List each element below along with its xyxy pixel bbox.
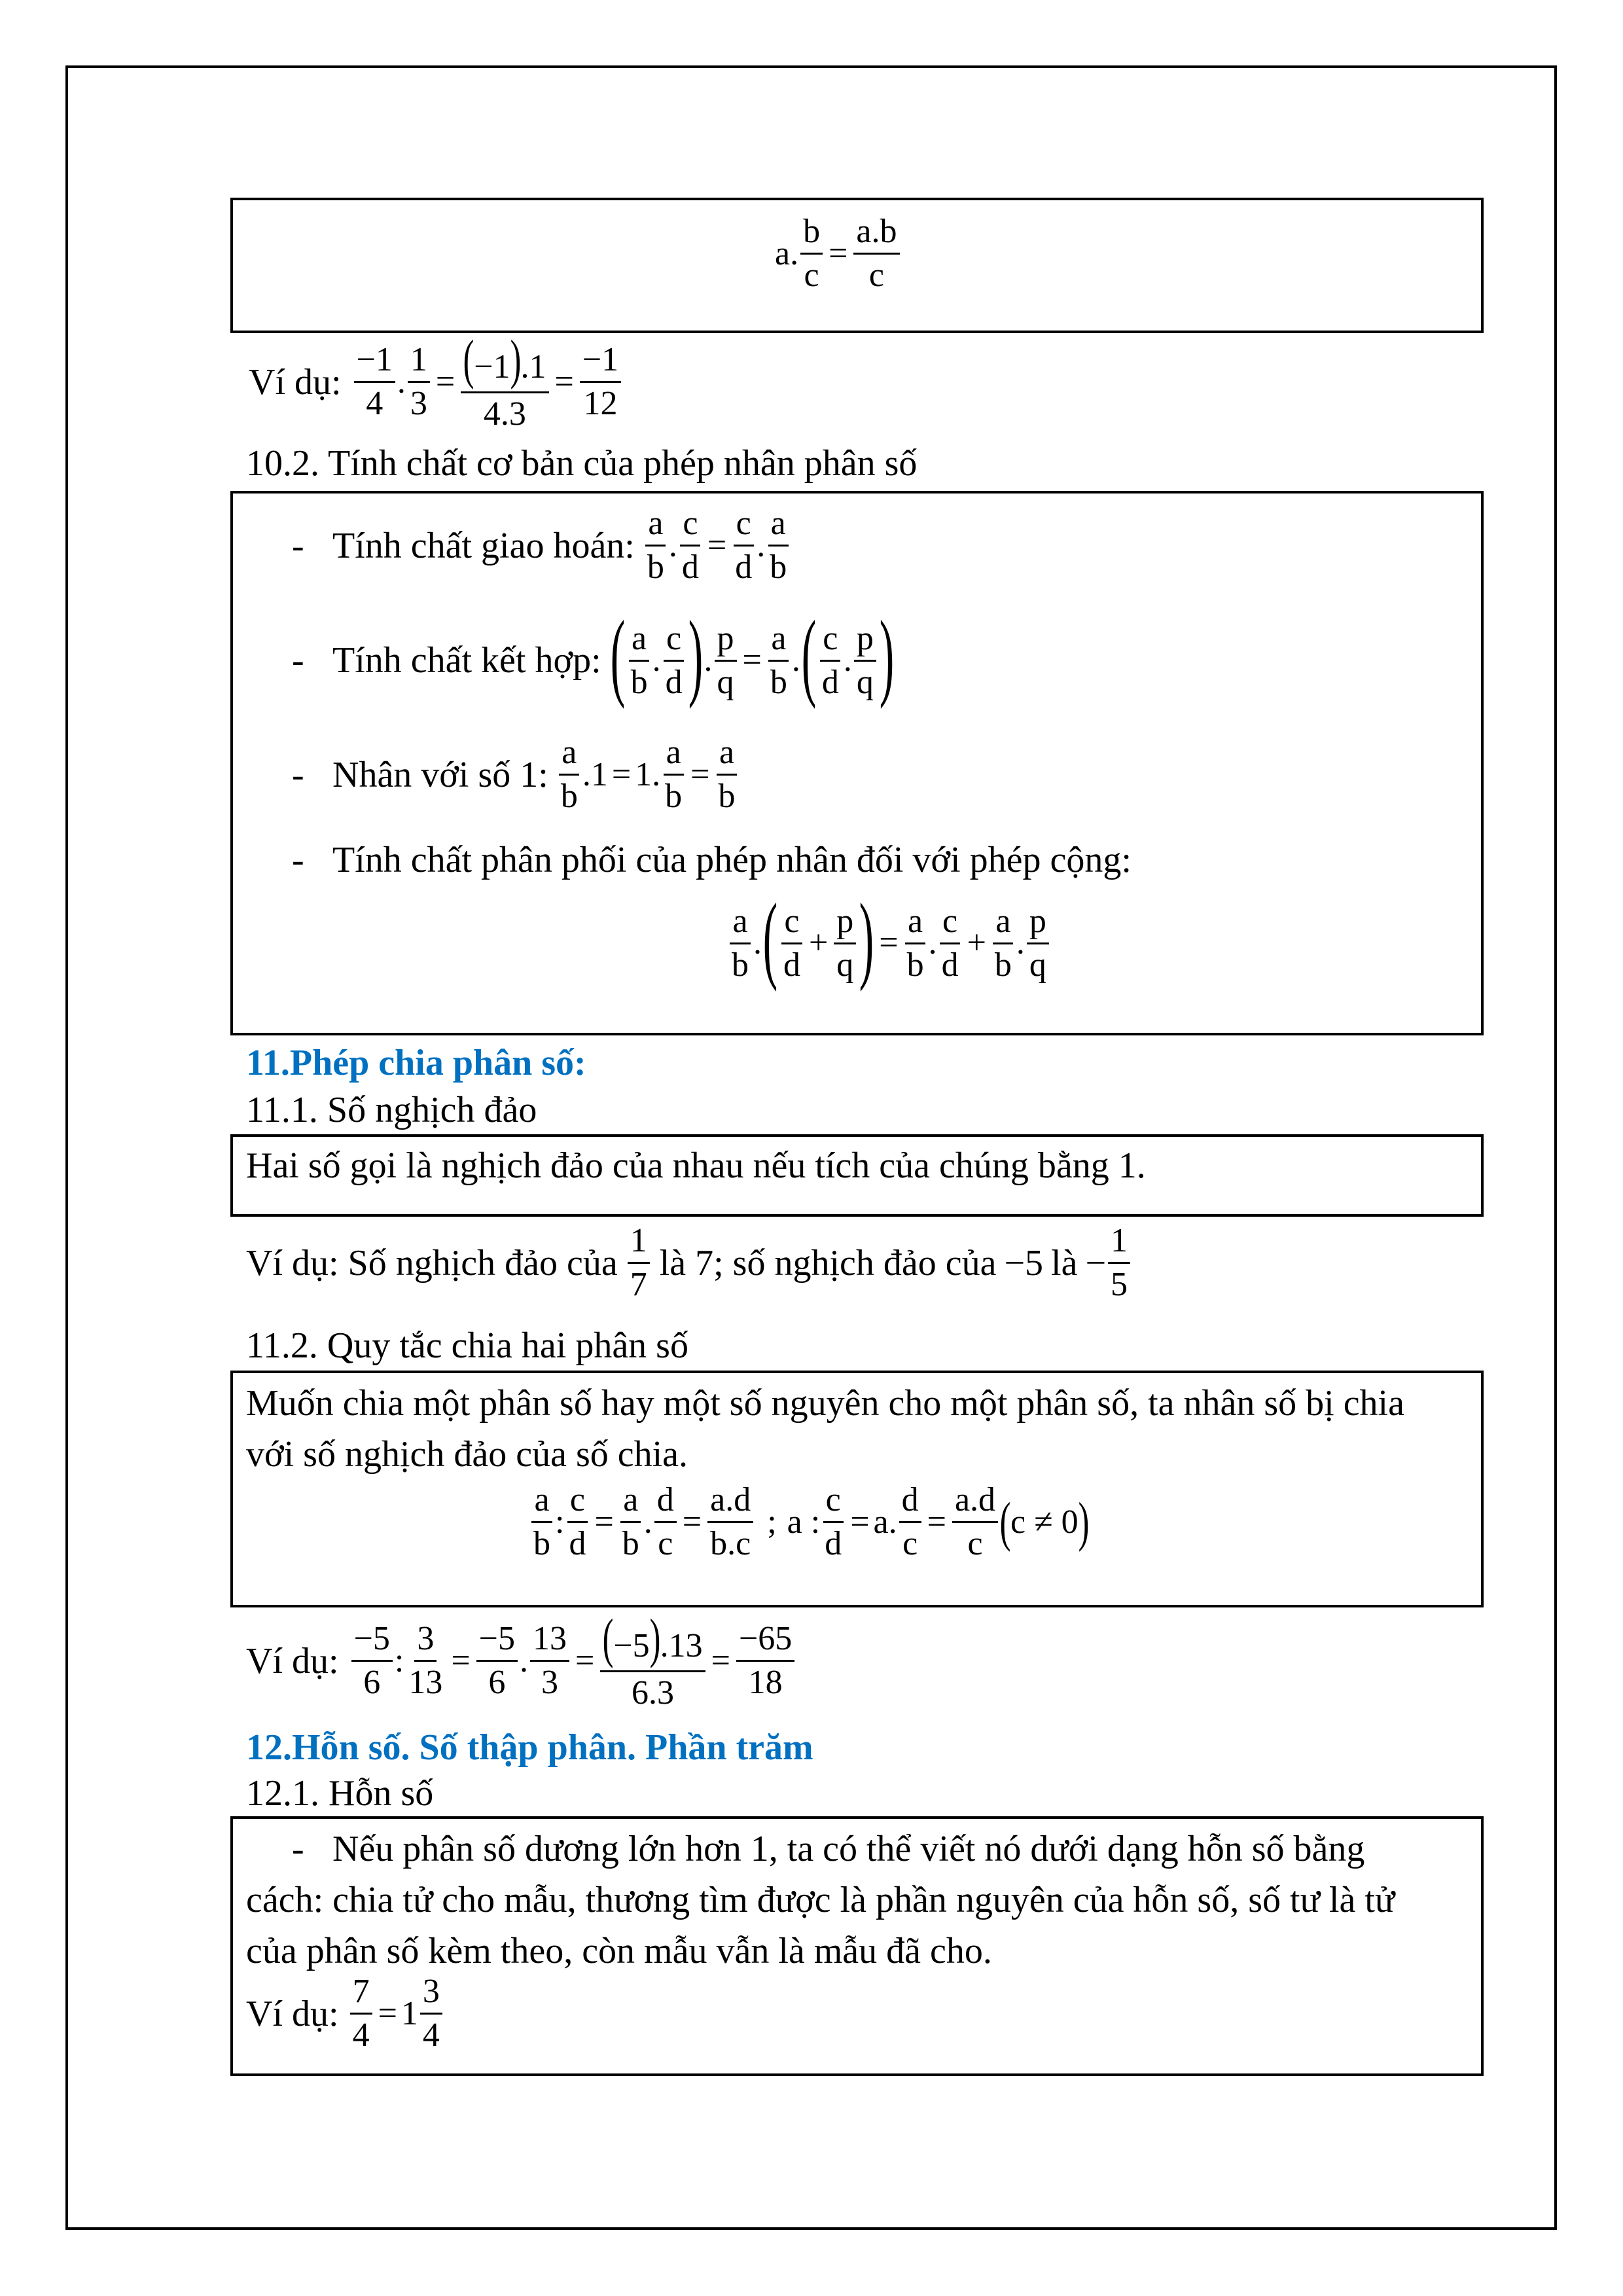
fraction: $\frac{d}{c}$ xyxy=(654,1483,677,1561)
property-label: Tính chất giao hoán: xyxy=(332,525,635,566)
fraction: $\frac{c}{d}$ xyxy=(819,622,842,700)
fraction: $\frac{1}{3}$ xyxy=(408,343,430,421)
reciprocal-definition-box xyxy=(230,1134,1484,1217)
fraction: $\frac{a.d}{b.c}$ xyxy=(707,1483,753,1561)
equals-sign: = xyxy=(575,1641,595,1679)
fraction: $\frac{a}{b}$ xyxy=(620,1483,642,1561)
plus-sign: + xyxy=(967,924,986,961)
paren-open: ( xyxy=(801,601,817,709)
fraction: $\frac{c}{d}$ xyxy=(822,1483,844,1561)
mixed-number-line-3: của phân số kèm theo, còn mẫu vẫn là mẫu đã cho. xyxy=(246,1931,992,1971)
equals-sign: = xyxy=(879,924,899,961)
equals-sign: = xyxy=(690,755,710,793)
example-label: Ví dụ: xyxy=(249,361,342,403)
division-rule-line-2: với số nghịch đảo của số chia. xyxy=(246,1434,688,1475)
property-label: Tính chất kết hợp: xyxy=(332,640,601,681)
fraction: $\frac{3}{4}$ xyxy=(420,1975,442,2053)
fraction: $\frac{b}{c}$ xyxy=(800,215,823,293)
division-rule-line-1: Muốn chia một phân số hay một số nguyên cho một phân số, ta nhân số bị chia xyxy=(246,1383,1404,1424)
condition-text: c ≠ 0 xyxy=(1010,1503,1079,1541)
fraction: $\frac{a}{b}$ xyxy=(628,622,651,700)
equals-sign: = xyxy=(378,1994,397,2032)
division-example xyxy=(246,1608,796,1712)
fraction: $\frac{a}{b}$ xyxy=(645,507,667,584)
whole-part: 1 xyxy=(401,1994,418,2032)
dot: . xyxy=(643,1503,652,1541)
formula-box-multiply-integer xyxy=(230,198,1484,333)
equals-sign: = xyxy=(742,641,762,679)
equals-sign: = xyxy=(611,755,632,793)
property-label: Nhân với số 1: xyxy=(332,754,548,795)
fraction: $\frac{p}{q}$ xyxy=(834,905,856,982)
subheading-12-1: 12.1. Hỗn số xyxy=(246,1773,434,1814)
fraction: $\frac{1}{7}$ xyxy=(628,1224,650,1302)
equals-sign: = xyxy=(594,1503,614,1541)
subheading-10-2: 10.2. Tính chất cơ bản của phép nhân phân số xyxy=(246,443,918,484)
paren-close: ) xyxy=(1078,1491,1090,1552)
fraction: $\frac{-1}{12}$ xyxy=(580,343,621,421)
paren-open: ( xyxy=(762,884,778,992)
fraction: $\frac{a.d}{c}$ xyxy=(952,1483,998,1561)
fraction: $\frac{c}{d}$ xyxy=(679,507,702,584)
property-distributive-label xyxy=(292,842,1132,878)
fraction: $\frac{c}{d}$ xyxy=(939,905,961,982)
paren-close: ) xyxy=(879,601,895,709)
fraction: $\frac{3}{13}$ xyxy=(408,1620,443,1701)
fraction: $\frac{a.b}{c}$ xyxy=(853,215,899,293)
section-heading-12: 12.Hỗn số. Số thập phân. Phần trăm xyxy=(246,1727,813,1768)
property-identity xyxy=(292,736,740,814)
equals-sign: = xyxy=(554,363,574,401)
dot: . xyxy=(397,363,406,401)
example-text: là 7; số nghịch đảo của xyxy=(659,1242,997,1283)
fraction: $\frac{a}{b}$ xyxy=(558,736,580,814)
fraction: $\frac{c}{d}$ xyxy=(566,1483,588,1561)
example-text: là xyxy=(1051,1242,1078,1283)
formula-text: a. xyxy=(873,1503,897,1541)
fraction: $\frac{p}{q}$ xyxy=(715,622,737,700)
subheading-11-2: 11.2. Quy tắc chia hai phân số xyxy=(246,1325,688,1366)
fraction: $\frac{-65}{18}$ xyxy=(736,1622,794,1700)
fraction: $\frac{p}{q}$ xyxy=(854,622,876,700)
bullet-dash: - xyxy=(292,525,304,566)
division-rule-formula xyxy=(529,1483,1089,1561)
mixed-number-example xyxy=(246,1975,444,2053)
fraction: $\frac{-5}{6}$ xyxy=(351,1622,393,1700)
fraction: $\frac{a}{b}$ xyxy=(767,507,789,584)
bullet-dash: - xyxy=(292,640,304,681)
fraction: $\frac{a}{b}$ xyxy=(662,736,685,814)
fraction: $\frac{-1}{4}$ xyxy=(354,343,395,421)
example-label: Ví dụ: xyxy=(246,1640,339,1681)
fraction: $\frac{(-5).13}{6.3}$ xyxy=(600,1611,705,1710)
colon: : xyxy=(555,1503,565,1541)
property-distributive-formula: $\frac{a}{b}$ . ( $\frac{c}{d}$ + $\frac{p}{q}$ ) = $\frac{a}{b}$ . $\frac{c}{d}$ + $\frac{a}{b}$ . $\frac{p}{q}$ xyxy=(727,894,1051,992)
fraction: $\frac{c}{d}$ xyxy=(663,622,685,700)
example-text: Ví dụ: Số nghịch đảo của xyxy=(246,1242,618,1283)
bullet-dash: - xyxy=(292,1829,304,1869)
paragraph-text: Nếu phân số dương lớn hơn 1, ta có thể viết nó dưới dạng hỗn số bằng xyxy=(332,1829,1365,1869)
fraction: $\frac{-5}{6}$ xyxy=(476,1622,518,1700)
mixed-number-line-2: cách: chia tử cho mẫu, thương tìm được là phần nguyên của hỗn số, số tư là tử xyxy=(246,1880,1395,1920)
properties-box xyxy=(230,491,1484,1035)
property-associative: - Tính chất kết hợp: ( $\frac{a}{b}$ . $\frac{c}{d}$ ) . $\frac{p}{q}$ = $\frac{a}{b}$ . ( $\frac{c}{d}$ . $\frac{p}{q}$ ) xyxy=(292,601,895,709)
fraction: $\frac{c}{d}$ xyxy=(732,507,755,584)
equals-sign: = xyxy=(829,234,848,272)
property-label: Tính chất phân phối của phép nhân đối với phép cộng: xyxy=(332,840,1132,880)
fraction: $\frac{a}{b}$ xyxy=(768,622,790,700)
bullet-dash: - xyxy=(292,754,304,795)
fraction: $\frac{a}{b}$ xyxy=(531,1483,553,1561)
equals-sign: = xyxy=(711,1641,730,1679)
example-multiply xyxy=(249,329,623,433)
minus-sign: − xyxy=(1085,1242,1107,1283)
fraction: $\frac{a}{b}$ xyxy=(729,905,751,982)
equals-sign: = xyxy=(850,1503,870,1541)
colon: : xyxy=(394,1641,404,1679)
formula-text: 1. xyxy=(635,755,661,793)
equals-sign: = xyxy=(682,1503,702,1541)
plus-sign: + xyxy=(808,924,829,961)
paren-close: ) xyxy=(688,601,703,709)
formula-text: a. xyxy=(775,234,799,272)
fraction: $\frac{(-1).1}{4.3}$ xyxy=(461,332,548,431)
dot: . xyxy=(520,1641,528,1679)
fraction: $\frac{p}{q}$ xyxy=(1027,905,1049,982)
equals-sign: = xyxy=(707,526,727,564)
paren-close: ) xyxy=(859,884,874,992)
division-rule-box xyxy=(230,1371,1484,1607)
formula-text: .1 xyxy=(582,755,608,793)
fraction: $\frac{a}{b}$ xyxy=(904,905,927,982)
paren-open: ( xyxy=(610,601,625,709)
fraction: $\frac{a}{b}$ xyxy=(715,736,738,814)
formula-text: a : xyxy=(787,1503,821,1541)
bullet-dash: - xyxy=(292,840,304,880)
mixed-number-line-1 xyxy=(292,1831,1364,1867)
property-commutative: - Tính chất giao hoán: $\frac{a}{b}$ . $\frac{c}{d}$ = $\frac{c}{d}$ . $\frac{a}{b}$ xyxy=(292,507,791,584)
fraction: $\frac{d}{c}$ xyxy=(899,1483,921,1561)
fraction: $\frac{13}{3}$ xyxy=(530,1622,569,1700)
equals-sign: = xyxy=(435,363,455,401)
mixed-number-box xyxy=(230,1816,1484,2076)
example-text: −5 xyxy=(1004,1242,1044,1283)
reciprocal-example xyxy=(246,1224,1132,1302)
fraction: $\frac{1}{5}$ xyxy=(1108,1224,1130,1302)
fraction: $\frac{a}{b}$ xyxy=(992,905,1014,982)
fraction: $\frac{c}{d}$ xyxy=(781,905,803,982)
subheading-11-1: 11.1. Số nghịch đảo xyxy=(246,1090,537,1130)
reciprocal-definition-text: Hai số gọi là nghịch đảo của nhau nếu tích của chúng bằng 1. xyxy=(246,1145,1146,1186)
formula-a-times-fraction xyxy=(775,215,902,293)
separator: ; xyxy=(767,1503,777,1541)
paren-open: ( xyxy=(999,1491,1011,1552)
equals-sign: = xyxy=(451,1641,471,1679)
section-heading-11: 11.Phép chia phân số: xyxy=(246,1043,586,1083)
fraction: $\frac{7}{4}$ xyxy=(350,1975,372,2053)
example-label: Ví dụ: xyxy=(246,1993,339,2034)
equals-sign: = xyxy=(927,1503,946,1541)
